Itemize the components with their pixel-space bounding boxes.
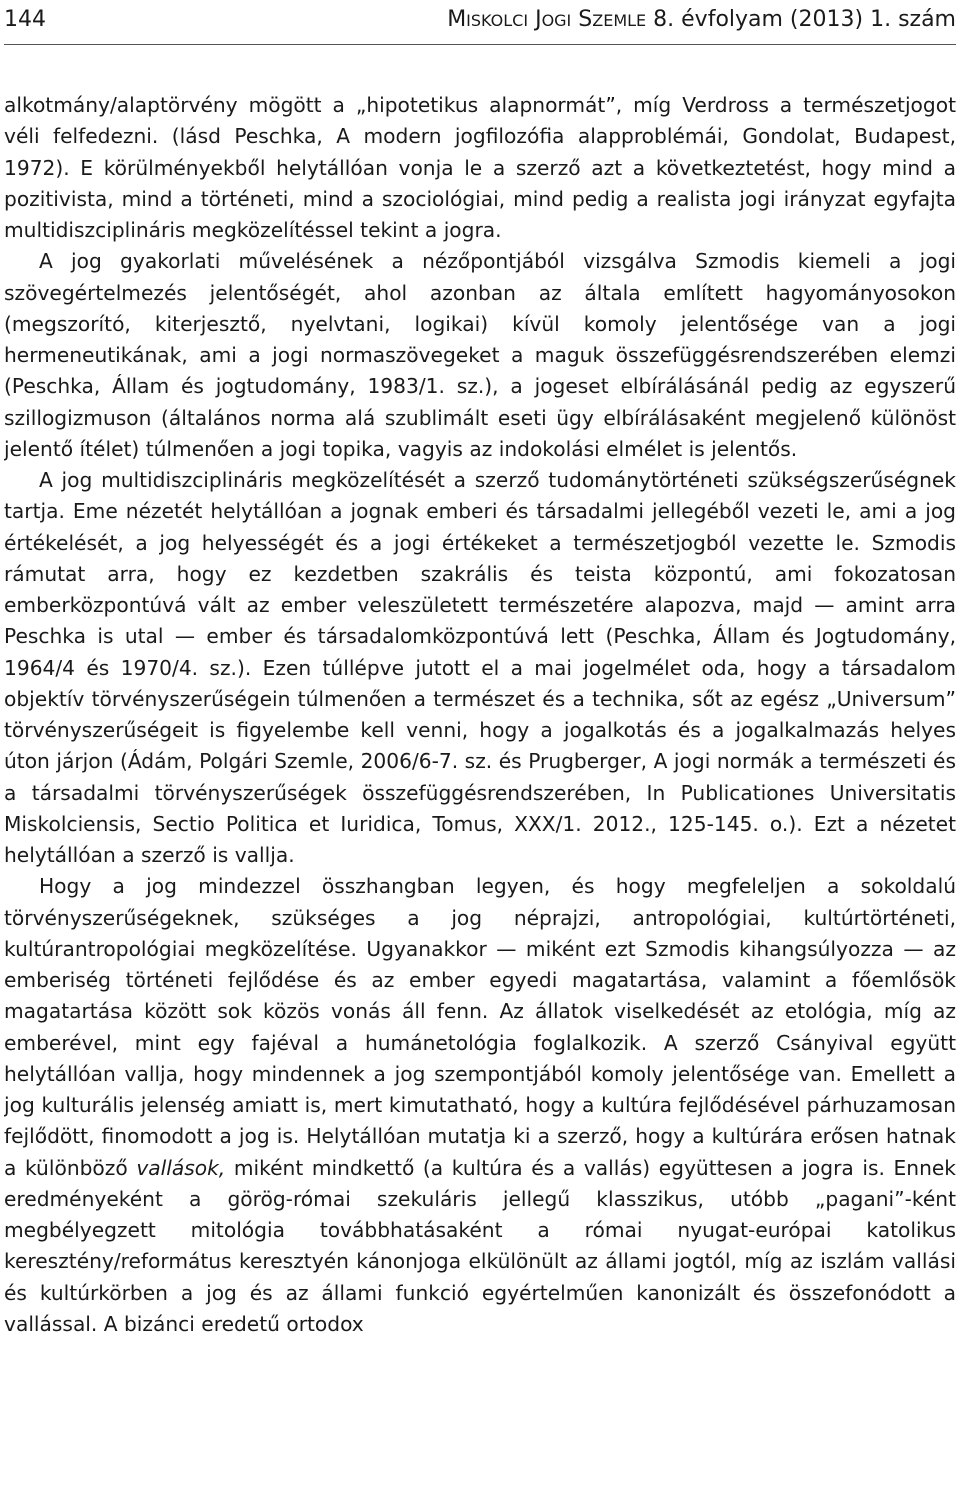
paragraph-4-italic: vallások, <box>136 1155 226 1180</box>
journal-word-2: OGI <box>541 11 572 30</box>
journal-initial-m: M <box>447 7 467 32</box>
document-page <box>4 0 956 1497</box>
paragraph-4-part-1: Hogy a jog mindezzel összhangban legyen, és hogy megfeleljen a sokoldalú törvényszerűségeknek, szükséges a jog néprajzi, antropológiai, kultúrtörténeti, kultúrantropológiai megközelítése. Ugyanakkor — miként ezt Szmodis kihangsúlyozza — az emberiség történeti fejlődése és az ember egyedi magatartása, valamint a főemlősök magatartása között sok közös vonás áll fenn. Az állatok viselkedését az etológia, míg az emberével, mint egy fajéval a humánetológia foglalkozik. A szerző Csányival együtt helytállóan vallja, hogy mindennek a jog szempontjából komoly jelentősége van. Emellett a jog kulturális jelenség amiatt is, mert kimutatható, hogy a kultúra fejlődésével párhuzamosan fejlődött, finomodott a jog is. Helytállóan mutatja ki a szerző, hogy a kultúrára erősen hatnak a különböző <box>4 874 956 1180</box>
paragraph-2: A jog gyakorlati művelésének a nézőpontjából vizsgálva Szmodis kiemeli a jogi szövegértelmezés jelentőségét, ahol azonban az általa említett hagyományosokon (megszorító, kiterjesztő, nyelvtani, logikai) kívül komoly jelentősége van a jogi hermeneutikának, ami a jogi normaszövegeket a maguk összefüggésrendszerében elemzi (Peschka, Állam és jogtudomány, 1983/1. sz.), a jogeset elbírálásánál pedig az egyszerű szillogizmuson (általános norma alá szublimált eseti ügy elbírálásaként megjelenő különöst jelentő ítélet) túlmenően a jogi topika, vagyis az indokolási elmélet is jelentős. <box>4 249 956 461</box>
paragraph-1: alkotmány/alaptörvény mögött a „hipotetikus alapnormát”, míg Verdross a természetjogot véli felfedezni. (lásd Peschka, A modern jogfilozófia alapproblémái, Gondolat, Budapest, 1972). E körülményekből helytállóan vonja le a szerző azt a következtetést, hogy mind a pozitivista, mind a történeti, mind a szociológiai, mind pedig a realista jogi irányzat egyfajta multidiszciplináris megközelítéssel tekint a jogra. <box>4 93 956 242</box>
journal-initial-s: S <box>578 7 593 32</box>
journal-initial-j: J <box>535 7 542 32</box>
journal-issue: 8. évfolyam (2013) 1. szám <box>653 7 956 32</box>
journal-word-3: ZEMLE <box>592 11 647 30</box>
page-number: 144 <box>4 7 46 32</box>
paragraph-4 <box>4 871 956 1340</box>
article-body <box>4 90 956 1340</box>
journal-running-title <box>447 0 956 41</box>
paragraph-4-part-2: miként mindkettő (a kultúra és a vallás) együttesen a jogra is. Ennek eredményeként a görög-római szekuláris jellegű klasszikus, utóbb „pagani”-ként megbélyegzett mitológia továbbhatásaként a római nyugat-európai katolikus keresztény/református keresztyén kánonjoga elkülönült az állami jogtól, míg az iszlám vallási és kultúrkörben a jog és az állami funkció egyértelműen kanonizált és összefonódott a vallással. A bizánci eredetű ortodox <box>4 1155 956 1336</box>
page-header <box>4 0 956 45</box>
paragraph-3: A jog multidiszciplináris megközelítését a szerző tudománytörténeti szükségszerűségnek tartja. Eme nézetét helytállóan a jognak emberi és társadalmi jellegéből vezeti le, ami a jog értékelését, a jog helyességét és a jogi értékeket a természetjogból vezette le. Szmodis rámutat arra, hogy ez kezdetben szakrális és teista központú, ami fokozatosan emberközpontúvá vált az ember veleszületett természetére alapozva, majd — amint arra Peschka is utal — ember és társadalomközpontúvá lett (Peschka, Állam és Jogtudomány, 1964/4 és 1970/4. sz.). Ezen túllépve jutott el a mai jogelmélet oda, hogy a társadalom objektív törvényszerűségein túlmenően a természet és a technika, sőt az egész „Universum” törvényszerűségeit is figyelembe kell venni, hogy a jogalkotás és a jogalkalmazás helyes úton járjon (Ádám, Polgári Szemle, 2006/6-7. sz. és Prugberger, A jogi normák a természeti és a társadalmi törvényszerűségek összefüggésrendszerében, In Publicationes Universitatis Miskolciensis, Sectio Politica et Iuridica, Tomus, XXX/1. 2012., 125-145. o.). Ezt a nézetet helytállóan a szerző is vallja. <box>4 468 956 867</box>
journal-word-1: ISKOLCI <box>466 11 529 30</box>
